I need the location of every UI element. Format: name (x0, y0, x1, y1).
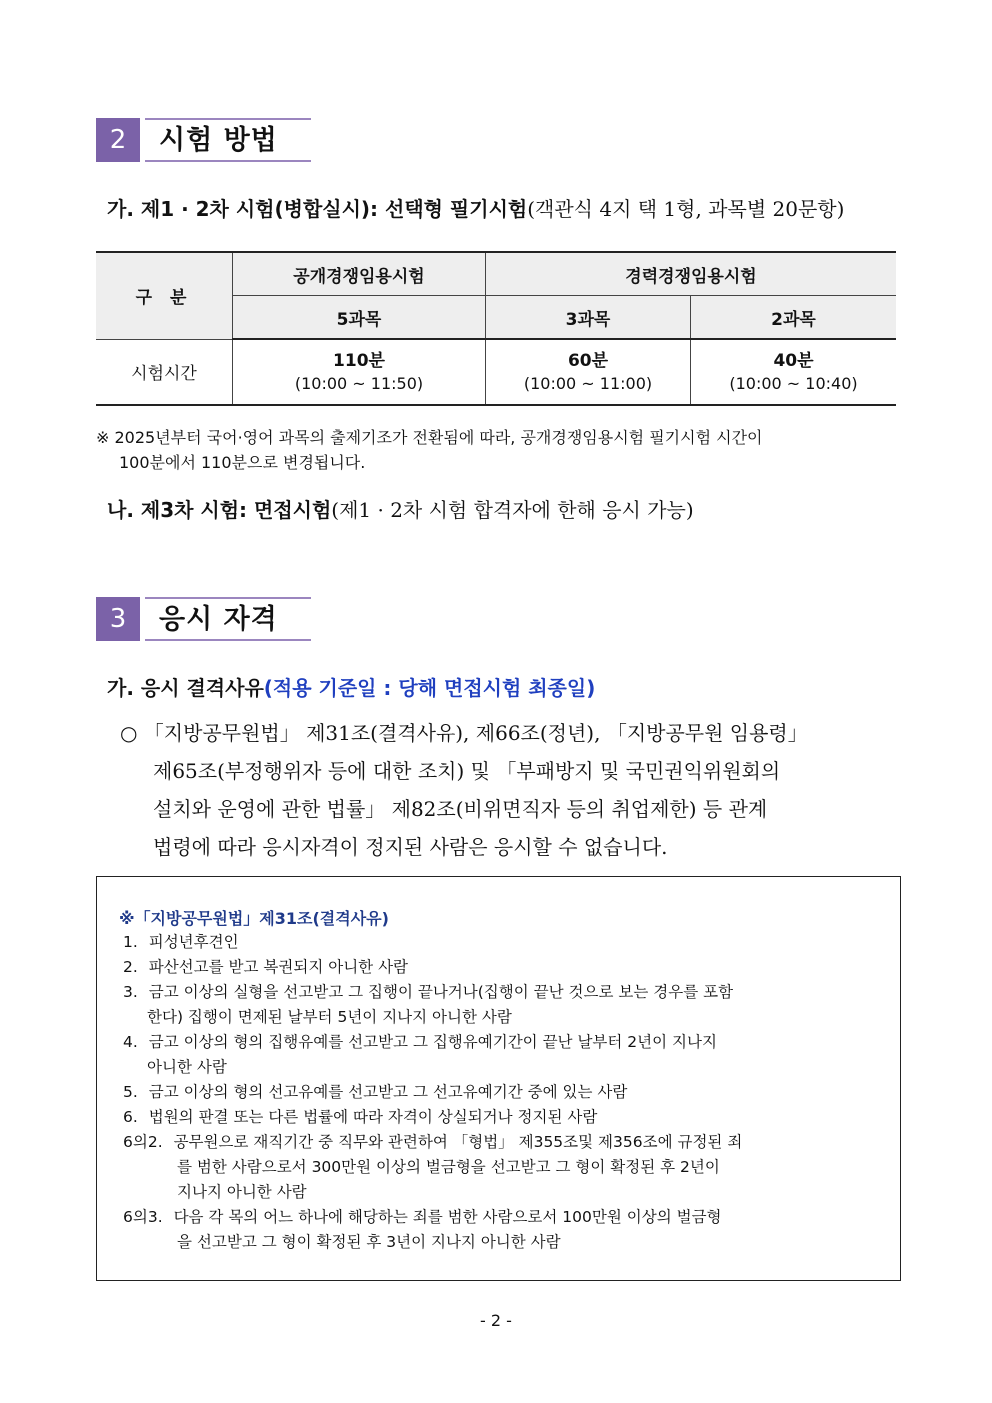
note-line-2: 100분에서 110분으로 변경됩니다. (119, 453, 366, 472)
subheading-detail: (제1 · 2차 시험 합격자에 한해 응시 가능) (331, 498, 694, 522)
list-item (123, 1205, 722, 1230)
item-text-continued: 아니한 사람 (147, 1058, 227, 1076)
item-text: 공무원으로 재직기간 중 직무와 관련하여 「형법」 제355조및 제356조에 규정된 죄 (173, 1133, 743, 1151)
subjects-header: 2과목 (691, 296, 897, 340)
paragraph-line: 설치와 운영에 관한 법률」 제82조(비위면직자 등의 취업제한) 등 관계 (153, 797, 768, 821)
page-number: - 2 - (480, 1311, 512, 1330)
list-item (123, 980, 733, 1005)
subjects-header: 3과목 (486, 296, 691, 340)
item-number: 4. (123, 1033, 138, 1051)
row-label: 시험시간 (96, 339, 233, 405)
duration-value: 40분 (773, 351, 814, 371)
list-item (123, 955, 408, 980)
item-text: 법원의 판결 또는 다른 법률에 따라 자격이 상실되거나 정지된 사람 (148, 1108, 598, 1126)
subheading-bold: 가. 응시 결격사유 (107, 676, 264, 700)
box-title: ※「지방공무원법」제31조(결격사유) (119, 909, 389, 928)
item-number: 5. (123, 1083, 138, 1101)
time-range: (10:00 ~ 11:50) (294, 374, 424, 393)
section-title: 시험 방법 (145, 118, 311, 162)
item-number: 2. (123, 958, 138, 976)
item-number: 3. (123, 983, 138, 1001)
paragraph-line: 법령에 따라 응시자격이 정지된 사람은 응시할 수 없습니다. (153, 835, 668, 859)
time-range: (10:00 ~ 10:40) (729, 374, 858, 393)
item-text: 파산선고를 받고 복권되지 아니한 사람 (148, 958, 409, 976)
item-number: 1. (123, 933, 138, 951)
table-cell (233, 339, 486, 405)
item-text-continued: 지나지 아니한 사람 (177, 1183, 307, 1201)
open-competition-header: 공개경쟁임용시험 (233, 252, 486, 296)
item-text-continued: 를 범한 사람으로서 300만원 이상의 벌금형을 선고받고 그 형이 확정된 후 2년이 (177, 1158, 720, 1176)
item-number: 6의2. (123, 1133, 163, 1151)
section-title: 응시 자격 (145, 597, 311, 641)
exam-schedule-table (96, 251, 896, 406)
item-number: 6의3. (123, 1208, 163, 1226)
note-line-1: ※ 2025년부터 국어·영어 과목의 출제기조가 전환됨에 따라, 공개경쟁임용시험 필기시험 시간이 (96, 428, 763, 447)
paragraph-line: ○ 「지방공무원법」 제31조(결격사유), 제66조(정년), 「지방공무원 임용령」 (120, 721, 808, 745)
item-text: 다음 각 목의 어느 하나에 해당하는 죄를 범한 사람으로서 100만원 이상의 벌금형 (173, 1208, 722, 1226)
item-text: 금고 이상의 실형을 선고받고 그 집행이 끝나거나(집행이 끝난 것으로 보는 경우를 포함 (148, 983, 734, 1001)
item-text: 금고 이상의 형의 집행유예를 선고받고 그 집행유예기간이 끝난 날부터 2년이 지나지 (148, 1033, 717, 1051)
item-number: 6. (123, 1108, 138, 1126)
subheading-na (107, 494, 694, 523)
list-item (123, 1030, 717, 1055)
list-item (123, 930, 239, 955)
list-item (123, 1130, 742, 1155)
subheading-disqualification (107, 672, 595, 701)
career-competition-header: 경력경쟁임용시험 (486, 252, 897, 296)
table-cell (486, 339, 691, 405)
item-text: 금고 이상의 형의 선고유예를 선고받고 그 선고유예기간 중에 있는 사람 (148, 1083, 628, 1101)
time-range: (10:00 ~ 11:00) (523, 374, 653, 393)
duration-value: 60분 (567, 351, 609, 371)
section-number-badge: 2 (96, 118, 140, 162)
subheading-ga (107, 193, 844, 222)
subjects-header: 5과목 (233, 296, 486, 340)
disqualification-box (96, 876, 901, 1281)
category-header: 구 분 (96, 252, 233, 339)
list-item (123, 1105, 597, 1130)
subheading-detail: (객관식 4지 택 1형, 과목별 20문항) (527, 197, 845, 221)
list-item (123, 1080, 627, 1105)
duration-value: 110분 (333, 351, 385, 371)
subheading-bold: 가. 제1 · 2차 시험(병합실시): 선택형 필기시험 (107, 197, 528, 221)
subheading-bold: 나. 제3차 시험: 면접시험 (107, 498, 332, 522)
item-text-continued: 을 선고받고 그 형이 확정된 후 3년이 지나지 아니한 사람 (177, 1233, 561, 1251)
table-cell (691, 339, 897, 405)
subheading-reference-date: (적용 기준일 : 당해 면접시험 최종일) (263, 676, 596, 700)
item-text: 피성년후견인 (148, 933, 239, 951)
section-number-badge: 3 (96, 597, 140, 641)
item-text-continued: 한다) 집행이 면제된 날부터 5년이 지나지 아니한 사람 (147, 1008, 512, 1026)
paragraph-line: 제65조(부정행위자 등에 대한 조치) 및 「부패방지 및 국민권익위원회의 (153, 759, 781, 783)
